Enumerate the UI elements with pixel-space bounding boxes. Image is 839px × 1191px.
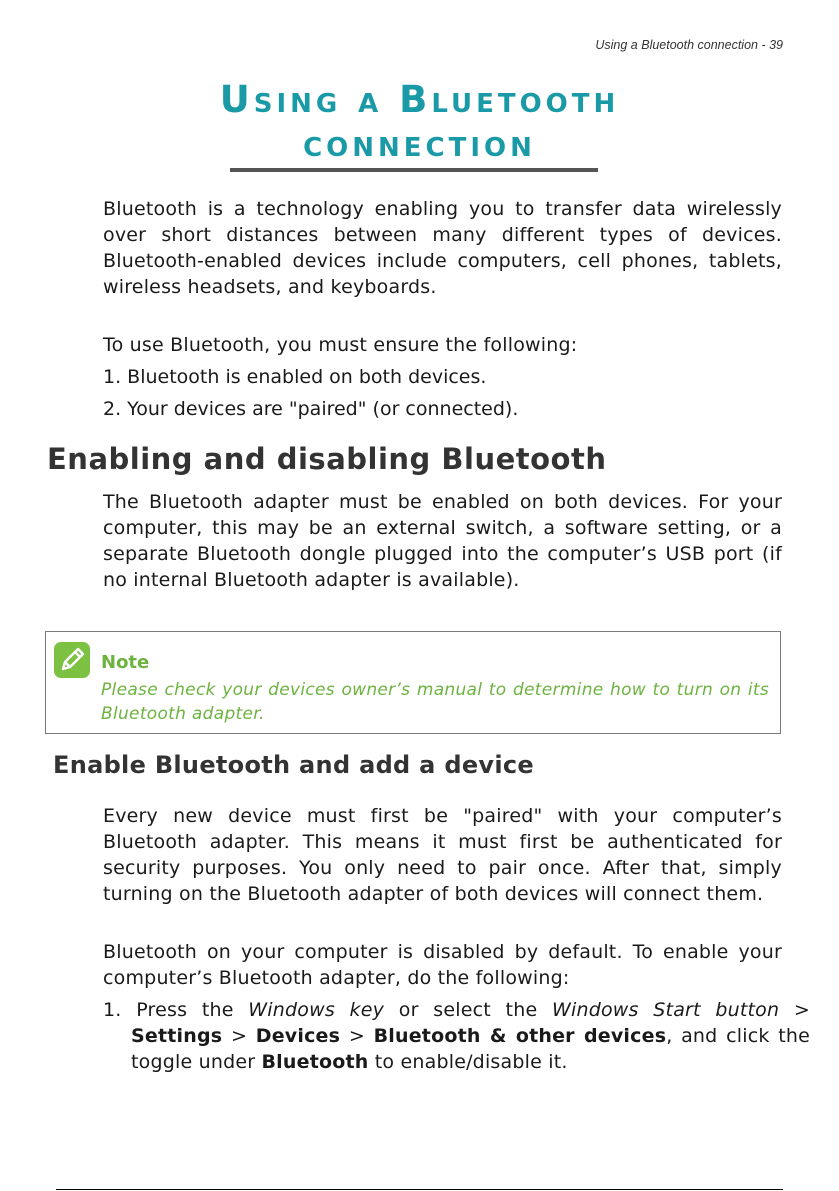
- pencil-icon: [54, 642, 90, 678]
- requirement-item: 2. Your devices are "paired" (or connected).: [103, 398, 519, 420]
- step-number: 1.: [103, 999, 122, 1021]
- intro-paragraph: Bluetooth is a technology enabling you to transfer data wirelessly over short distances between many different types of devices. Bluetooth-enabled devices include computers, cell phones, tablets, wireless headsets, and keyboards.: [103, 198, 782, 298]
- step-text: , and click the toggle under: [131, 1025, 810, 1073]
- settings-label: Settings: [131, 1025, 223, 1047]
- requirements-intro: To use Bluetooth, you must ensure the following:: [103, 334, 578, 356]
- step-text: to enable/disable it.: [374, 1051, 568, 1073]
- note-text: Please check your devices owner’s manual to determine how to turn on its Bluetooth adapter.: [101, 680, 769, 724]
- section-paragraph: The Bluetooth adapter must be enabled on both devices. For your computer, this may be an external switch, a software setting, or a separate Bluetooth dongle plugged into the computer’s USB port (if no internal Bluetooth adapter is available).: [103, 491, 782, 591]
- bluetooth-label: Bluetooth: [261, 1051, 369, 1073]
- requirement-item: 1. Bluetooth is enabled on both devices.: [103, 366, 487, 388]
- chapter-title-line1: Using a Bluetooth: [219, 78, 620, 121]
- step-text: or select the: [398, 999, 538, 1021]
- running-head: Using a Bluetooth connection - 39: [595, 38, 783, 52]
- start-button: Windows Start button: [552, 999, 780, 1021]
- step-1: [103, 997, 810, 1075]
- default-paragraph: Bluetooth on your computer is disabled by default. To enable your computer’s Bluetooth adapter, do the following:: [103, 941, 782, 989]
- note-box: [45, 631, 781, 734]
- chapter-title: [0, 78, 839, 166]
- windows-key: Windows key: [248, 999, 385, 1021]
- separator: >: [230, 1025, 248, 1047]
- bluetooth-other-devices-label: Bluetooth & other devices: [373, 1025, 667, 1047]
- devices-label: Devices: [255, 1025, 341, 1047]
- footer-rule: [56, 1189, 783, 1190]
- separator: >: [793, 999, 810, 1021]
- note-title: Note: [101, 652, 150, 673]
- subsection-heading: Enable Bluetooth and add a device: [53, 751, 534, 779]
- section-heading: Enabling and disabling Bluetooth: [47, 442, 607, 476]
- pairing-paragraph: Every new device must first be "paired" with your computer’s Bluetooth adapter. This means it must first be authenticated for security purposes. You only need to pair once. After that, simply turning on the Bluetooth adapter of both devices will connect them.: [103, 805, 782, 905]
- separator: >: [348, 1025, 365, 1047]
- step-text: Press the: [136, 999, 234, 1021]
- chapter-title-line2: connection: [303, 122, 536, 165]
- title-rule: [230, 168, 598, 172]
